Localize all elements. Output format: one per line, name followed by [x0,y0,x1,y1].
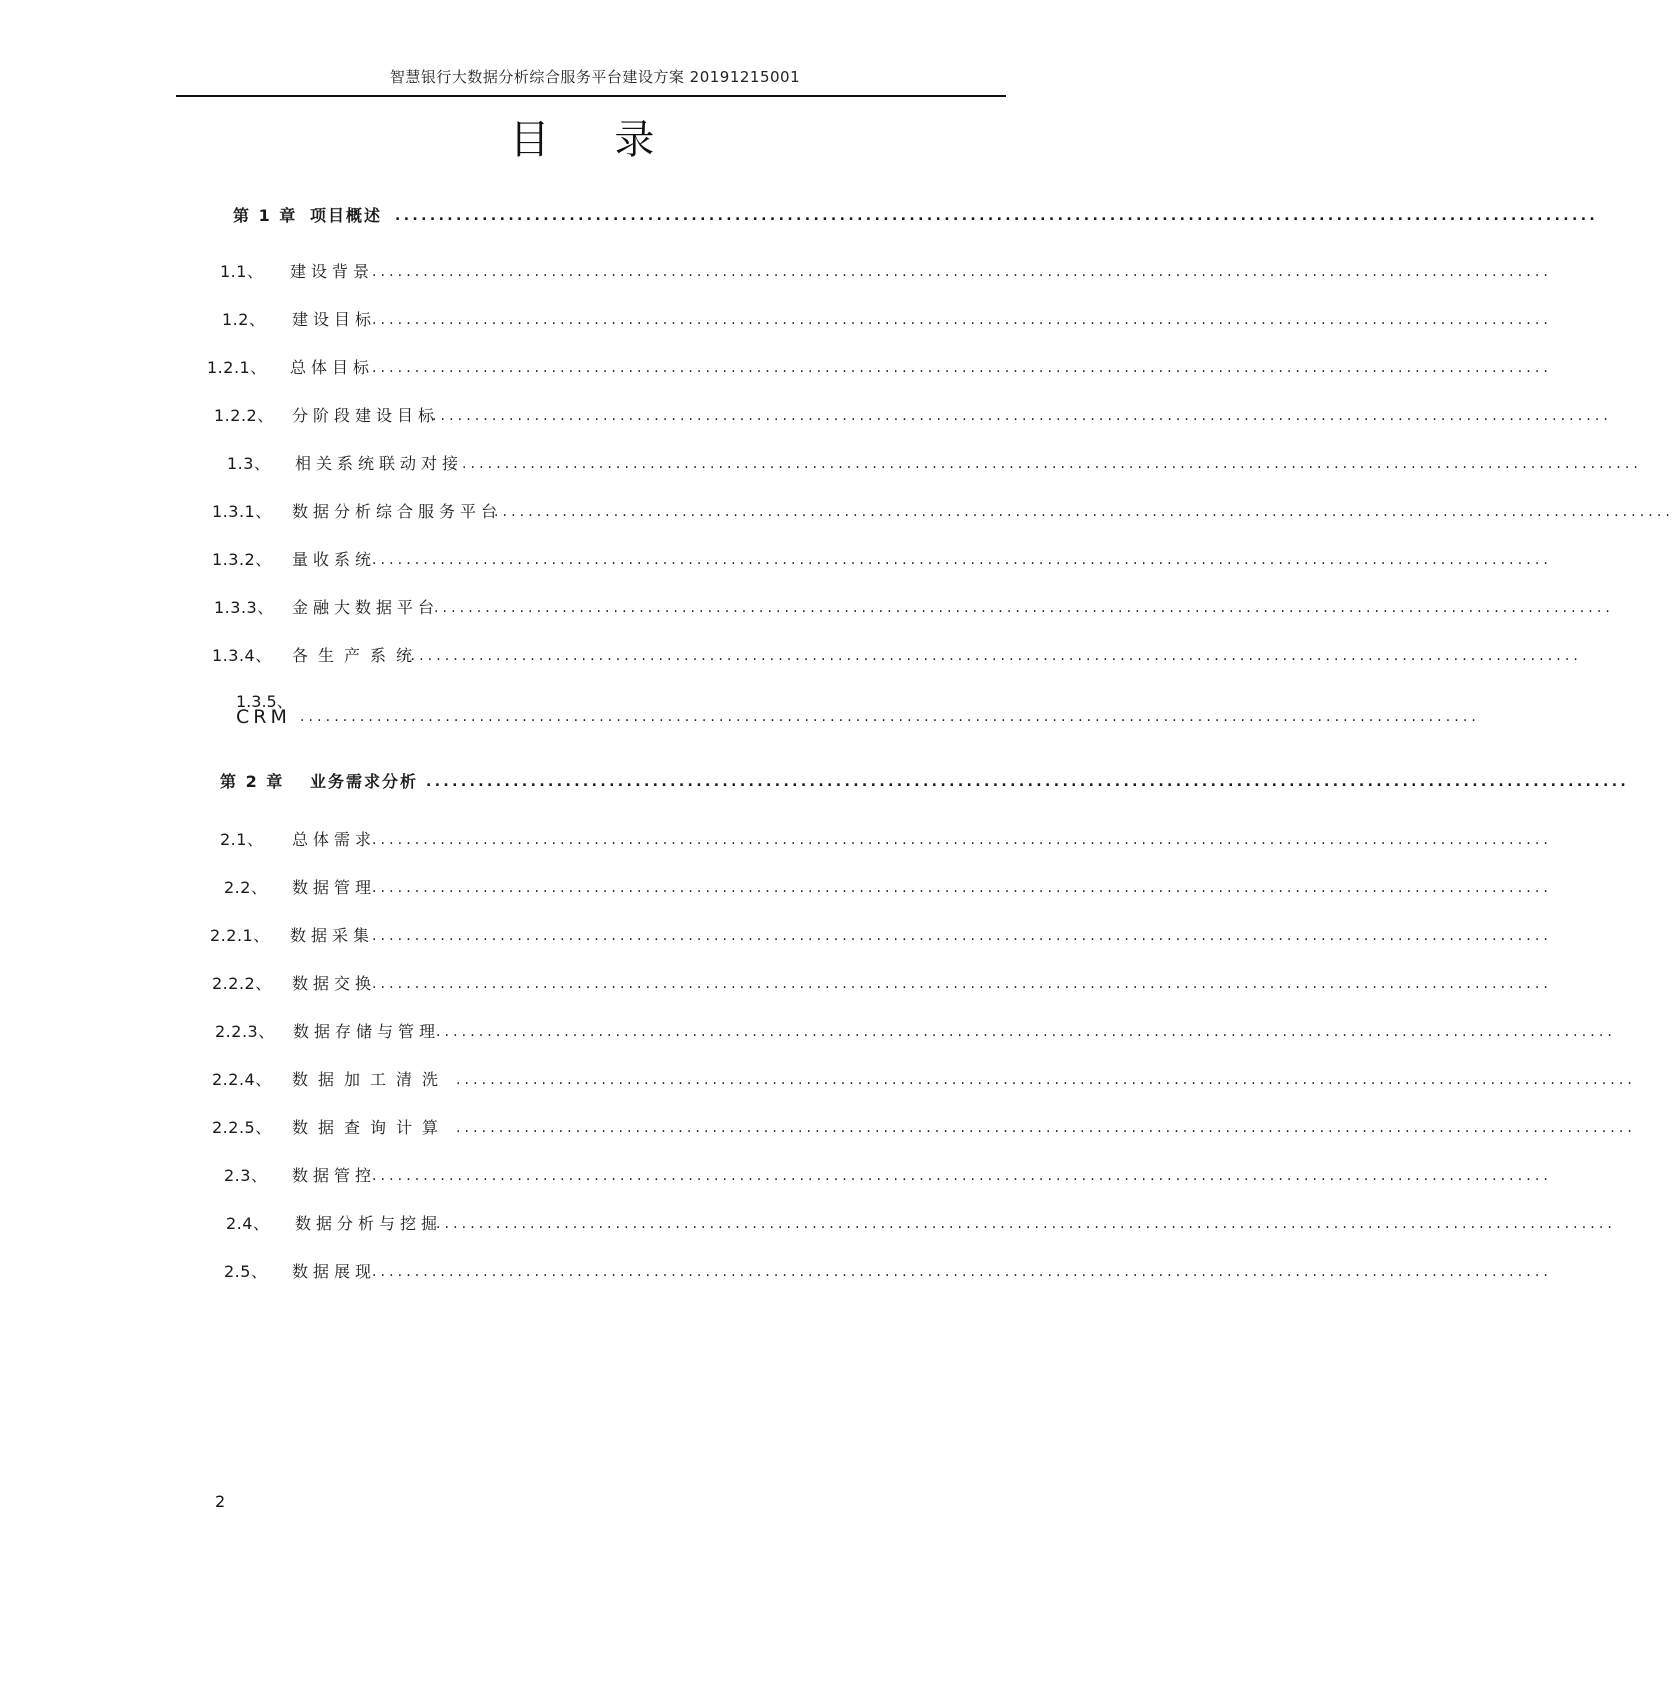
toc-entry-title: 总体目标 [290,358,375,377]
toc-entry-number: 2.2.3、 [215,1022,275,1041]
toc-entry-2-2-2[interactable] [0,972,1552,996]
toc-leader-dots: .......................................................................................................................................... [462,456,1642,472]
toc-leader-dots: .......................................................................................................................................... [372,832,1552,848]
toc-entry-number: 2.2、 [224,878,268,897]
toc-entry-1-3-2[interactable] [0,548,1552,572]
toc-entry-title: 总体需求 [292,830,377,849]
toc-entry-number: 第 2 章 [220,772,285,791]
page-number: 2 [215,1492,226,1511]
toc-leader-dots: .......................................................................................................................................... [426,774,1630,790]
toc-entry-1-2-2[interactable] [0,404,1612,428]
toc-entry-title: 量收系统 [292,550,377,569]
toc-entry-title: 业务需求分析 [310,772,419,791]
toc-leader-dots: .......................................................................................................................................... [494,504,1674,520]
toc-leader-dots: .......................................................................................................................................... [372,552,1552,568]
toc-entry-1-2[interactable] [0,308,1552,332]
toc-entry-1-3-4[interactable] [0,644,1582,668]
toc-leader-dots: .......................................................................................................................................... [456,1072,1636,1088]
toc-leader-dots: .......................................................................................................................................... [372,928,1552,944]
toc-leader-dots: .......................................................................................................................................... [434,600,1614,616]
toc-entry-number: 2.2.1、 [210,926,270,945]
toc-entry-number: 1.3.2、 [212,550,272,569]
toc-entry-chapter-1[interactable] [0,204,1599,228]
toc-entry-1-3-3[interactable] [0,596,1614,620]
toc-entry-title: 建设目标 [292,310,377,329]
toc-leader-dots: .......................................................................................................................................... [436,1216,1616,1232]
toc-leader-dots: .......................................................................................................................................... [372,880,1552,896]
toc-leader-dots: .......................................................................................................................................... [300,709,1480,725]
toc-entry-number: 1.2、 [222,310,266,329]
toc-entry-number: 2.2.2、 [212,974,272,993]
toc-entry-title: 数据交换 [292,974,377,993]
toc-leader-dots: .......................................................................................................................................... [372,264,1552,280]
toc-leader-dots: .......................................................................................................................................... [432,408,1612,424]
toc-entry-title: 建设背景 [290,262,375,281]
toc-entry-title: 数据展现 [292,1262,377,1281]
toc-entry-2-4[interactable] [0,1212,1616,1236]
toc-entry-2-2-5[interactable] [0,1116,1636,1140]
toc-entry-chapter-2[interactable] [0,770,1630,794]
toc-entry-number: 2.1、 [220,830,264,849]
toc-entry-1-3-5[interactable] [0,692,1480,732]
toc-leader-dots: .......................................................................................................................................... [436,1024,1616,1040]
toc-entry-number: 1.3.3、 [214,598,274,617]
toc-leader-dots: .......................................................................................................................................... [372,360,1552,376]
toc-leader-dots: .......................................................................................................................................... [395,208,1599,224]
toc-entry-title: 项目概述 [310,206,383,225]
toc-entry-title: 数据管控 [292,1166,377,1185]
toc-entry-title: 相关系统联动对接 [295,454,464,473]
toc-entry-number: 1.2.1、 [207,358,267,377]
toc-entry-title: 数据分析与挖掘 [295,1214,443,1233]
toc-entry-title: 分阶段建设目标 [292,406,440,425]
toc-entry-2-2-4[interactable] [0,1068,1636,1092]
toc-entry-title: 数据存储与管理 [293,1022,441,1041]
toc-entry-2-2-3[interactable] [0,1020,1616,1044]
toc-entry-1-2-1[interactable] [0,356,1552,380]
toc-entry-number: 1.1、 [220,262,264,281]
toc-entry-2-5[interactable] [0,1260,1552,1284]
toc-leader-dots: .......................................................................................................................................... [372,1168,1552,1184]
toc-entry-title: 数据分析综合服务平台 [292,502,503,521]
toc-leader-dots: .......................................................................................................................................... [402,648,1582,664]
toc-entry-number: 1.2.2、 [214,406,274,425]
toc-entry-number: 1.3.1、 [212,502,272,521]
toc-entry-number: 第 1 章 [233,206,298,225]
toc-entry-number: 2.3、 [224,1166,268,1185]
toc-leader-dots: .......................................................................................................................................... [372,976,1552,992]
toc-entry-title: 数据查询计算 [292,1118,449,1137]
toc-entry-number: 1.3、 [227,454,271,473]
toc-entry-number: 2.4、 [226,1214,270,1233]
running-header: 智慧银行大数据分析综合服务平台建设方案 20191215001 [389,68,801,86]
toc-entry-number: 2.2.4、 [212,1070,272,1089]
toc-leader-dots: .......................................................................................................................................... [456,1120,1636,1136]
toc-entry-number: 1.3.5、 [236,692,293,711]
toc-entry-title: 金融大数据平台 [292,598,440,617]
toc-entry-title: 数据采集 [290,926,375,945]
toc-entry-2-1[interactable] [0,828,1552,852]
toc-entry-number: 2.2.5、 [212,1118,272,1137]
toc-title: 目 录 [509,117,681,163]
toc-entry-title: 数据加工清洗 [292,1070,449,1089]
toc-entry-2-2[interactable] [0,876,1552,900]
toc-leader-dots: .......................................................................................................................................... [372,1264,1552,1280]
toc-entry-title: CRM [236,706,291,728]
toc-entry-1-3-1[interactable] [0,500,1674,524]
toc-entry-1-1[interactable] [0,260,1552,284]
toc-entry-number: 1.3.4、 [212,646,272,665]
toc-entry-title: 数据管理 [292,878,377,897]
toc-entry-title: 各生产系统 [292,646,423,665]
toc-entry-1-3[interactable] [0,452,1642,476]
toc-entry-2-3[interactable] [0,1164,1552,1188]
toc-entry-2-2-1[interactable] [0,924,1552,948]
toc-entry-number: 2.5、 [224,1262,268,1281]
toc-leader-dots: .......................................................................................................................................... [372,312,1552,328]
header-rule [176,95,1006,97]
